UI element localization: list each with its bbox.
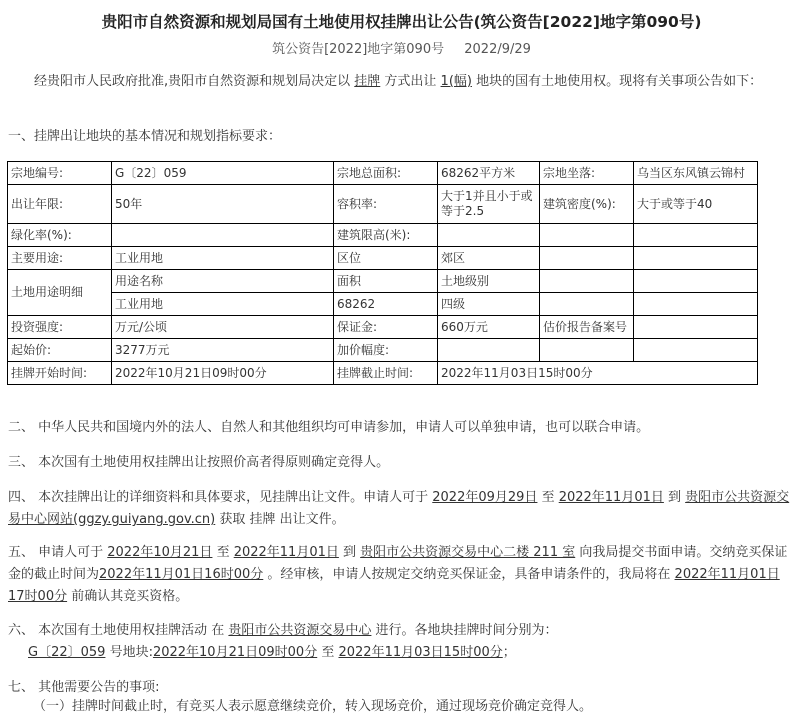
table-cell: 用途名称: [112, 270, 334, 293]
table-row: [8, 339, 758, 362]
transfer-method: 挂牌: [354, 74, 381, 89]
section-4: [8, 487, 794, 531]
table-cell: 建筑限高(米):: [334, 224, 438, 247]
publish-date: 2022/9/29: [464, 42, 531, 57]
s5-text-a: 五、 申请人可于: [8, 545, 108, 560]
section-6: [8, 620, 794, 664]
table-cell: [634, 316, 758, 339]
s6-indent: [8, 645, 28, 660]
parcel-info-table: [7, 161, 758, 385]
table-row: [8, 247, 758, 270]
table-cell: [634, 270, 758, 293]
table-cell: 绿化率(%):: [8, 224, 112, 247]
table-cell: 大于或等于40: [634, 185, 758, 224]
table-cell: 工业用地: [112, 293, 334, 316]
table-cell: 2022年10月21日09时00分: [112, 362, 334, 385]
table-cell: 68262平方米: [438, 162, 540, 185]
s6-text-c: 号地块:: [105, 645, 153, 660]
table-cell: 郊区: [438, 247, 540, 270]
section-7-heading: 七、 其他需要公告的事项:: [8, 680, 160, 695]
table-cell: 宗地编号:: [8, 162, 112, 185]
table-cell: 投资强度:: [8, 316, 112, 339]
s5-text-d: 向我局提交书面申请。交纳竞买保证金的截止时间为: [8, 545, 788, 582]
page-title: 贵阳市自然资源和规划局国有土地使用权挂牌出让公告(筑公资告[2022]地字第090号): [101, 13, 702, 31]
s4-text-a: 四、 本次挂牌出让的详细资料和具体要求，见挂牌出让文件。申请人可于: [8, 490, 433, 505]
intro-text-c: 地块的国有土地使用权。现将有关事项公告如下：: [471, 74, 763, 89]
table-cell: 容积率:: [334, 185, 438, 224]
s5-text-f: 前确认其竞买资格。: [67, 589, 189, 604]
table-cell: [634, 224, 758, 247]
table-cell: 万元/公顷: [112, 316, 334, 339]
table-row: [8, 316, 758, 339]
section-1-heading: 一、挂牌出让地块的基本情况和规划指标要求：: [8, 129, 282, 144]
parcel-count: 1(幅): [440, 74, 472, 89]
table-cell: [634, 339, 758, 362]
table-cell: 挂牌开始时间:: [8, 362, 112, 385]
table-cell: [112, 224, 334, 247]
table-cell: 面积: [334, 270, 438, 293]
table-cell: [634, 247, 758, 270]
table-cell: 大于1并且小于或等于2.5: [438, 185, 540, 224]
table-cell: [540, 270, 634, 293]
section-5: [8, 542, 794, 608]
s5-text-c: 到: [338, 545, 361, 560]
table-cell: 土地用途明细: [8, 270, 112, 316]
s5-text-b: 至: [212, 545, 234, 560]
page-subtitle: [0, 38, 803, 57]
table-row: [8, 185, 758, 224]
table-cell: 挂牌截止时间:: [334, 362, 438, 385]
table-cell: 主要用途:: [8, 247, 112, 270]
listing-venue: 贵阳市公共资源交易中心: [228, 623, 372, 638]
table-cell: [540, 339, 634, 362]
table-cell: [540, 293, 634, 316]
section-2: 二、 中华人民共和国境内外的法人、自然人和其他组织均可申请参加，申请人可以单独申请，也可以联合申请。: [8, 420, 650, 435]
doc-start-date: 2022年09月29日: [432, 490, 538, 505]
parcel-number: G〔22〕059: [28, 645, 106, 660]
table-cell: G〔22〕059: [112, 162, 334, 185]
section-7-item-1: （一）挂牌时间截止时，有竞买人表示愿意继续竞价，转入现场竞价，通过现场竞价确定竞得人。: [33, 699, 593, 714]
listing-start-time: 2022年10月21日09时00分: [152, 645, 318, 660]
table-cell: 50年: [112, 185, 334, 224]
intro-text-a: 经贵阳市人民政府批准,贵阳市自然资源和规划局决定以: [34, 74, 355, 89]
s6-text-b: 进行。各地块挂牌时间分别为：: [371, 623, 558, 638]
table-cell: 建筑密度(%):: [540, 185, 634, 224]
table-row: [8, 293, 758, 316]
table-cell: [540, 247, 634, 270]
s4-text-d: 获取 挂牌 出让文件。: [215, 512, 345, 527]
table-cell: 68262: [334, 293, 438, 316]
table-row: [8, 270, 758, 293]
table-cell: [540, 224, 634, 247]
table-cell: 工业用地: [112, 247, 334, 270]
document-number: 筑公资告[2022]地字第090号: [272, 42, 445, 57]
table-cell: 出让年限:: [8, 185, 112, 224]
table-cell: 土地级别: [438, 270, 540, 293]
s6-text-a: 六、 本次国有土地使用权挂牌活动 在: [8, 623, 229, 638]
s4-text-c: 到: [663, 490, 686, 505]
trading-center-website-link[interactable]: 贵阳市公共资源交易中心网站(ggzy.guiyang.gov.cn): [8, 490, 790, 527]
table-cell: 乌当区东风镇云锦村: [634, 162, 758, 185]
table-row: [8, 224, 758, 247]
table-cell: 3277万元: [112, 339, 334, 362]
intro-text-b: 方式出让: [380, 74, 441, 89]
apply-end-date: 2022年11月01日: [233, 545, 339, 560]
application-place: 贵阳市公共资源交易中心二楼 211 室: [360, 545, 576, 560]
s6-text-d: 至: [317, 645, 339, 660]
table-cell: 起始价:: [8, 339, 112, 362]
table-cell: 660万元: [438, 316, 540, 339]
table-row: [8, 162, 758, 185]
s4-text-b: 至: [537, 490, 559, 505]
table-row: [8, 362, 758, 385]
s6-text-e: ；: [502, 645, 516, 660]
table-cell: [634, 293, 758, 316]
table-cell: 保证金:: [334, 316, 438, 339]
table-cell: 2022年11月03日15时00分: [438, 362, 758, 385]
table-cell: 宗地总面积:: [334, 162, 438, 185]
table-cell: 加价幅度:: [334, 339, 438, 362]
apply-start-date: 2022年10月21日: [107, 545, 213, 560]
table-cell: 估价报告备案号: [540, 316, 634, 339]
table-cell: [438, 339, 540, 362]
listing-end-time: 2022年11月03日15时00分: [338, 645, 503, 660]
intro-paragraph: [8, 71, 794, 93]
table-cell: 宗地坐落:: [540, 162, 634, 185]
table-cell: 四级: [438, 293, 540, 316]
table-cell: [438, 224, 540, 247]
section-3: 三、 本次国有土地使用权挂牌出让按照价高者得原则确定竞得人。: [8, 455, 390, 470]
deposit-deadline: 2022年11月01日16时00分: [99, 567, 264, 582]
qualification-confirm-time: 2022年11月01日17时00分: [8, 567, 780, 604]
doc-end-date: 2022年11月01日: [558, 490, 664, 505]
s5-text-e: 。经审核，申请人按规定交纳竞买保证金，具备申请条件的，我局将在: [263, 567, 675, 582]
table-cell: 区位: [334, 247, 438, 270]
